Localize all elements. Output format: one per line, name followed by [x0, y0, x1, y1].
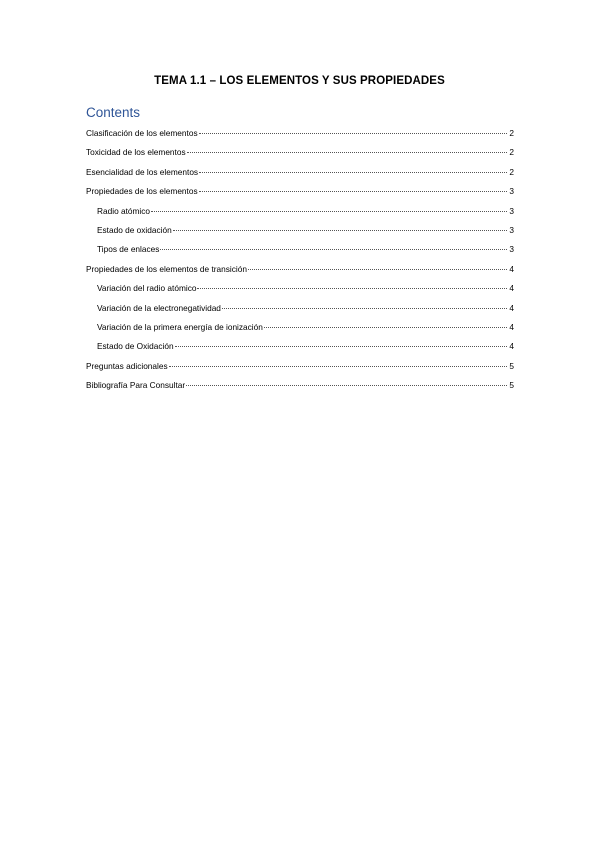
toc-entry-page: 3: [509, 205, 514, 216]
toc-leader: [169, 366, 508, 367]
toc-leader: [160, 249, 507, 250]
toc-entry[interactable]: [86, 163, 514, 182]
toc-entry-label: Propiedades de los elementos de transición: [86, 263, 247, 274]
toc-entry-page: 2: [509, 128, 514, 138]
toc-subentry[interactable]: [86, 279, 514, 298]
toc-entry-page: 5: [509, 380, 514, 391]
toc-entry[interactable]: [86, 143, 514, 162]
document-title: TEMA 1.1 – LOS ELEMENTOS Y SUS PROPIEDADES: [154, 75, 445, 87]
toc-subentry[interactable]: [86, 299, 514, 318]
toc-leader: [173, 230, 508, 231]
toc-leader: [199, 133, 508, 134]
toc-subentry[interactable]: [86, 221, 514, 240]
toc-entry-page: 4: [509, 341, 514, 352]
toc-leader: [199, 172, 507, 173]
toc-entry-label: Variación del radio atómico: [97, 283, 197, 294]
toc-entry-label: Tipos de enlaces: [97, 244, 160, 255]
toc-subentry[interactable]: [86, 318, 514, 337]
toc-leader: [222, 308, 507, 309]
toc-entry-label: Variación de la electronegatividad: [97, 302, 221, 313]
toc-entry-page: 4: [509, 283, 514, 294]
toc-entry-label: Propiedades de los elementos: [86, 186, 198, 197]
toc-entry-page: 3: [509, 186, 514, 197]
toc-subentry[interactable]: [86, 240, 514, 259]
toc-leader: [264, 327, 507, 328]
toc-entry-label: Clasificación de los elementos: [86, 128, 198, 138]
toc-leader: [199, 191, 508, 192]
toc-entry[interactable]: [86, 124, 514, 143]
toc-leader: [187, 152, 508, 153]
toc-subentry[interactable]: [86, 202, 514, 221]
toc-entry[interactable]: [86, 357, 514, 376]
toc-entry[interactable]: [86, 260, 514, 279]
toc-entry-label: Estado de oxidación: [97, 224, 172, 235]
toc-heading: Contents: [86, 105, 141, 120]
toc-entry-label: Bibliografía Para Consultar: [86, 380, 186, 391]
toc-leader: [197, 288, 507, 289]
toc-entry-label: Esencialidad de los elementos: [86, 166, 199, 177]
toc-entry-page: 3: [509, 224, 514, 235]
toc-entry-page: 4: [509, 321, 514, 332]
toc-entry-label: Toxicidad de los elementos: [86, 147, 186, 158]
toc-entry-page: 3: [509, 244, 514, 255]
toc-entry-label: Radio atómico: [97, 205, 151, 216]
toc-entry-page: 4: [509, 263, 514, 274]
toc-entry-label: Preguntas adicionales: [86, 360, 168, 371]
toc-entry-page: 2: [509, 166, 514, 177]
toc-entry[interactable]: [86, 376, 514, 395]
toc-entry[interactable]: [86, 182, 514, 201]
toc-entry-page: 2: [509, 147, 514, 158]
toc-entry-label: Variación de la primera energía de ionización: [97, 321, 263, 332]
toc-entry-label: Estado de Oxidación: [97, 341, 174, 352]
toc-subentry[interactable]: [86, 337, 514, 356]
toc-leader: [175, 346, 508, 347]
toc-entry-page: 5: [509, 360, 514, 371]
toc-entry-page: 4: [509, 302, 514, 313]
toc-leader: [186, 385, 507, 386]
toc-leader: [248, 269, 507, 270]
table-of-contents: [86, 124, 514, 395]
toc-leader: [151, 211, 507, 212]
